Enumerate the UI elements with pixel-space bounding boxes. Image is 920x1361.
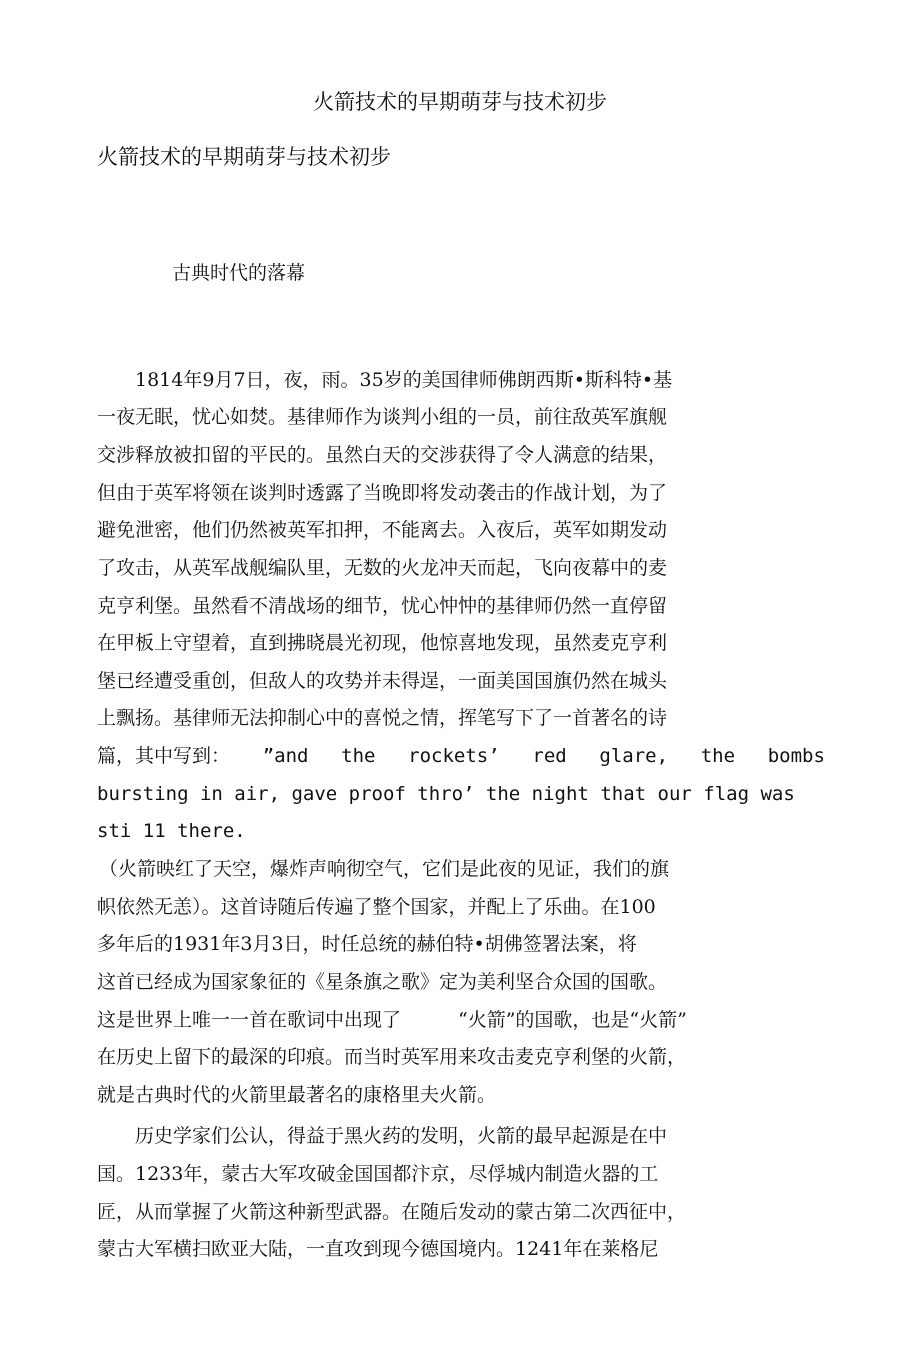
quote-word: glare, [599, 745, 669, 767]
quote-word: the [341, 745, 376, 767]
paragraph-line: 交涉释放被扣留的平民的。虽然白天的交涉获得了令人满意的结果， [97, 444, 668, 466]
translation-line: 在历史上留下的最深的印痕。而当时英军用来攻击麦克亨利堡的火箭， [97, 1046, 687, 1068]
paragraph-line: 1814年9月7日，夜，雨。35岁的美国律师佛朗西斯•斯科特•基 [97, 369, 673, 391]
quote-prefix: 篇，其中写到： [97, 745, 231, 767]
paragraph-line: 匠，从而掌握了火箭这种新型武器。在随后发动的蒙古第二次西征中， [97, 1201, 687, 1223]
translation-line: （火箭映红了天空，爆炸声响彻空气，它们是此夜的见证，我们的旗 [99, 858, 670, 880]
paragraph-line: 国。1233年，蒙古大军攻破金国国都汴京，尽俘城内制造火器的工 [97, 1163, 659, 1185]
paragraph-line: 了攻击，从英军战舰编队里，无数的火龙冲天而起，飞向夜幕中的麦 [97, 557, 668, 579]
translation-line: 多年后的1931年3月3日，时任总统的赫伯特•胡佛签署法案，将 [97, 933, 637, 955]
quote-word: ”and [262, 745, 309, 767]
translation-line: 帜依然无恙）。这首诗随后传遍了整个国家，并配上了乐曲。在100 [97, 896, 656, 918]
quote-word: bombs [767, 745, 825, 767]
paragraph-line: 上飘扬。基律师无法抑制心中的喜悦之情，挥笔写下了一首著名的诗 [97, 707, 668, 729]
document-subtitle: 火箭技术的早期萌芽与技术初步 [97, 145, 391, 169]
quote-word: rockets’ [408, 745, 500, 767]
english-line: bursting in air, gave proof thro’ the night that our flag was [97, 783, 795, 805]
paragraph-line: 蒙古大军横扫欧亚大陆，一直攻到现今德国境内。1241年在莱格尼 [97, 1238, 659, 1260]
english-line: sti 11 there. [97, 820, 246, 842]
section-heading: 古典时代的落幕 [172, 262, 306, 284]
paragraph-line: 历史学家们公认，得益于黑火药的发明，火箭的最早起源是在中 [97, 1125, 668, 1147]
translation-line: 这是世界上唯一一首在歌词中出现了 “火箭”的国歌，也是“火箭” [97, 1009, 687, 1031]
document-title: 火箭技术的早期萌芽与技术初步 [313, 90, 607, 114]
paragraph-line: 在甲板上守望着，直到拂晓晨光初现，他惊喜地发现，虽然麦克亨利 [97, 632, 668, 654]
quote-line [97, 744, 825, 768]
translation-line: 这首已经成为国家象征的《星条旗之歌》定为美利坚合众国的国歌。 [97, 971, 668, 993]
quote-word: the [700, 745, 736, 767]
paragraph-line: 避免泄密，他们仍然被英军扣押，不能离去。入夜后，英军如期发动 [97, 519, 668, 541]
quote-word: red [532, 745, 567, 767]
paragraph-line: 堡已经遭受重创，但敌人的攻势并未得逞，一面美国国旗仍然在城头 [97, 670, 668, 692]
paragraph-line: 克亨利堡。虽然看不清战场的细节，忧心忡忡的基律师仍然一直停留 [97, 595, 668, 617]
translation-line: 就是古典时代的火箭里最著名的康格里夫火箭。 [97, 1084, 497, 1106]
paragraph-line: 一夜无眠，忧心如焚。基律师作为谈判小组的一员，前往敌英军旗舰 [97, 406, 668, 428]
paragraph-line: 但由于英军将领在谈判时透露了当晚即将发动袭击的作战计划，为了 [97, 482, 668, 504]
